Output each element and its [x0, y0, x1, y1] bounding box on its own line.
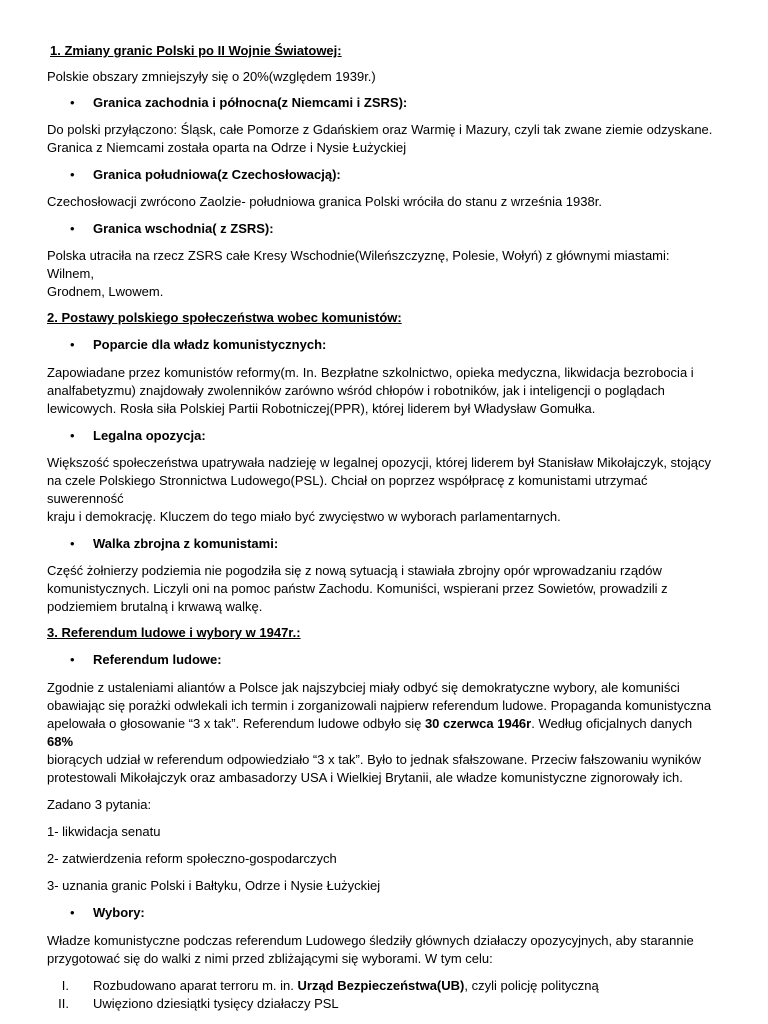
bullet-icon: •	[70, 167, 75, 182]
bullet-icon: •	[70, 905, 75, 920]
text-line: podziemiem brutalną i krwawą walkę.	[47, 599, 263, 614]
text-line: Polska utraciła na rzecz ZSRS całe Kresy Wschodnie(Wileńszczyznę, Polesie, Wołyń) z głównymi miastami: Wilnem,	[47, 248, 670, 281]
bullet-label: Walka zbrojna z komunistami:	[93, 536, 279, 551]
section-3-heading: 3. Referendum ludowe i wybory w 1947r.:	[47, 625, 301, 640]
bullet-support	[47, 336, 720, 354]
text-line: Część żołnierzy podziemia nie pogodziła się z nową sytuacją i stawiała zbrojny opór wprowadzaniu rządów	[47, 563, 662, 578]
text-run: Uwięziono dziesiątki tysięcy działaczy PSL	[93, 996, 339, 1011]
bullet-label: Granica zachodnia i północna(z Niemcami i ZSRS):	[93, 95, 408, 110]
referendum-date: 30 czerwca 1946r	[424, 716, 532, 731]
bullet-icon: •	[70, 536, 75, 551]
text-run: , czyli policję polityczną	[464, 978, 599, 993]
paragraph-armed-struggle	[47, 562, 720, 616]
text-line: protestowali Mikołajczyk oraz ambasadorzy USA i Wielkiej Brytanii, ale władze komunistyczne zignorowały ich.	[47, 770, 683, 785]
text-line: lewicowych. Rosła siła Polskiej Partii Robotniczej(PPR), której liderem był Władysław Gomułka.	[47, 401, 596, 416]
paragraph-referendum	[47, 679, 720, 787]
bullet-south-border	[47, 166, 720, 184]
paragraph-elections	[47, 932, 720, 968]
text-line: komunistycznych. Liczyli oni na pomoc państw Zachodu. Komuniści, wspierani przez Sowietów, prowadzili z	[47, 581, 668, 596]
bullet-label: Referendum ludowe:	[93, 652, 222, 667]
text-line: kraju i demokrację. Kluczem do tego miało być zwycięstwo w wyborach parlamentarnych.	[47, 509, 561, 524]
roman-list-item	[47, 995, 720, 1013]
text-run: biorących udział w referendum odpowiedziało “3 x tak”	[47, 752, 360, 767]
bullet-label: Poparcie dla władz komunistycznych:	[93, 337, 327, 352]
text-run: . Było to jednak sfałszowane. Przeciw fałszowaniu wyników	[359, 752, 701, 767]
text-line: Zapowiadane przez komunistów reformy(m. In. Bezpłatne szkolnictwo, opieka medyczna, likwidacja bezrobocia i	[47, 365, 694, 380]
paragraph-support	[47, 364, 720, 418]
bullet-label: Granica południowa(z Czechosłowacją):	[93, 167, 341, 182]
paragraph-legal-opposition	[47, 454, 720, 526]
text-line: obawiając się porażki odwlekali ich termin i zorganizowali najpierw referendum ludowe. Propaganda komunistyczna	[47, 698, 712, 713]
text-line: Do polski przyłączono: Śląsk, całe Pomorze z Gdańskiem oraz Warmię i Mazury, czyli tak zwane ziemie odzyskane.	[47, 122, 713, 137]
bullet-icon: •	[70, 221, 75, 236]
questions-intro: Zadano 3 pytania:	[47, 797, 152, 812]
bullet-referendum	[47, 651, 720, 669]
text-line: na czele Polskiego Stronnictwa Ludowego(PSL). Chciał on poprzez współpracę z komunistami utrzymać suwerenność	[47, 473, 648, 506]
bullet-armed-struggle	[47, 535, 720, 553]
roman-list-item	[47, 977, 720, 995]
question-2: 2- zatwierdzenia reform społeczno-gospodarczych	[47, 851, 337, 866]
question-1: 1- likwidacja senatu	[47, 824, 161, 839]
text-run: . Według oficjalnych danych	[531, 716, 693, 731]
list-number: I.	[61, 978, 69, 993]
text-line: przygotować się do walki z nimi przed zbliżającymi się wyborami. W tym celu:	[47, 951, 493, 966]
bullet-legal-opposition	[47, 427, 720, 445]
question-3: 3- uznania granic Polski i Bałtyku, Odrze i Nysie Łużyckiej	[47, 878, 381, 893]
bullet-elections	[47, 904, 720, 922]
paragraph-east-border	[47, 247, 720, 301]
list-number: II.	[58, 996, 69, 1011]
text-line: Grodnem, Lwowem.	[47, 284, 164, 299]
bullet-icon: •	[70, 428, 75, 443]
bullet-label: Granica wschodnia( z ZSRS):	[93, 221, 274, 236]
bullet-label: Wybory:	[93, 905, 145, 920]
bullet-icon: •	[70, 95, 75, 110]
section-2-heading: 2. Postawy polskiego społeczeństwa wobec komunistów:	[47, 310, 402, 325]
bullet-label: Legalna opozycja:	[93, 428, 206, 443]
bullet-icon: •	[70, 337, 75, 352]
text-line: Większość społeczeństwa upatrywała nadzieję w legalnej opozycji, której liderem był Stanisław Mikołajczyk, stojący	[47, 455, 711, 470]
section-1-heading: 1. Zmiany granic Polski po II Wojnie Światowej:	[50, 43, 342, 58]
text-line: analfabetyzmu) znajdowały zwolenników zarówno wśród chłopów i robotników, jak i inteligencji o poglądach	[47, 383, 665, 398]
paragraph-south-border: Czechosłowacji zwrócono Zaolzie- południowa granica Polski wróciła do stanu z września 1938r.	[47, 194, 602, 209]
text-line: Zgodnie z ustaleniami aliantów a Polsce jak najszybciej miały odbyć się demokratyczne wybory, ale komuniści	[47, 680, 680, 695]
paragraph-west-border	[47, 121, 720, 157]
text-run: apelowała o głosowanie “3 x tak”. Referendum ludowe odbyło się	[47, 716, 425, 731]
bullet-icon: •	[70, 652, 75, 667]
bullet-west-border	[47, 94, 720, 112]
section-1-intro: Polskie obszary zmniejszyły się o 20%(względem 1939r.)	[47, 69, 376, 84]
referendum-percentage: 68%	[47, 734, 74, 749]
bullet-east-border	[47, 220, 720, 238]
ub-name: Urząd Bezpieczeństwa(UB)	[297, 978, 465, 993]
text-line: Granica z Niemcami została oparta na Odrze i Nysie Łużyckiej	[47, 140, 407, 155]
text-run: Rozbudowano aparat terroru m. in.	[93, 978, 298, 993]
text-line: Władze komunistyczne podczas referendum Ludowego śledziły głównych działaczy opozycyjnych, aby starannie	[47, 933, 694, 948]
